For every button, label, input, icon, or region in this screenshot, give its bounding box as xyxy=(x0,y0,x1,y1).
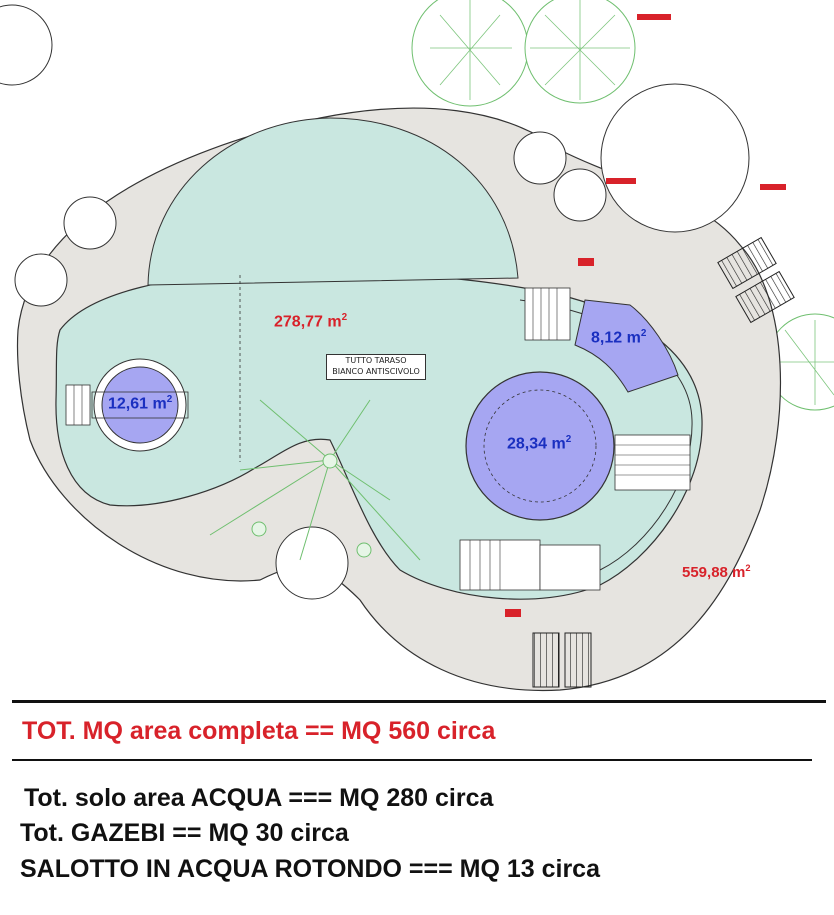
floor-finish-line1: TUTTO TARASO xyxy=(345,356,407,365)
water-area-unit: 2 xyxy=(341,312,348,323)
floor-finish-note xyxy=(326,354,426,380)
round-gazebo-area-value: 28,34 m xyxy=(507,435,566,453)
small-pool-area-value: 12,61 m xyxy=(108,395,167,413)
summary-line-gazebos: Tot. GAZEBI == MQ 30 circa xyxy=(20,819,349,847)
total-area-label xyxy=(682,563,751,581)
round-gazebo-area-label xyxy=(507,434,571,453)
summary-rule-bottom xyxy=(12,759,812,761)
total-area-value: 559,88 m xyxy=(682,564,746,581)
small-gazebo-area-label xyxy=(591,328,646,347)
small-gazebo-area-unit: 2 xyxy=(640,328,647,339)
small-gazebo-area-value: 8,12 m xyxy=(591,329,641,347)
water-area-value: 278,77 m xyxy=(274,313,342,331)
water-area-label xyxy=(274,312,347,331)
small-pool-area-unit: 2 xyxy=(166,394,173,405)
floor-finish-line2: BIANCO ANTISCIVOLO xyxy=(332,367,420,376)
small-pool-area-label xyxy=(108,394,172,413)
round-gazebo-area-unit: 2 xyxy=(565,434,572,445)
summary-line-lounge: SALOTTO IN ACQUA ROTONDO === MQ 13 circa xyxy=(20,855,600,883)
total-area-unit: 2 xyxy=(745,563,751,573)
summary-line-water: Tot. solo area ACQUA === MQ 280 circa xyxy=(24,784,494,812)
summary-rule-top xyxy=(12,700,826,703)
summary-headline: TOT. MQ area completa == MQ 560 circa xyxy=(22,717,496,745)
